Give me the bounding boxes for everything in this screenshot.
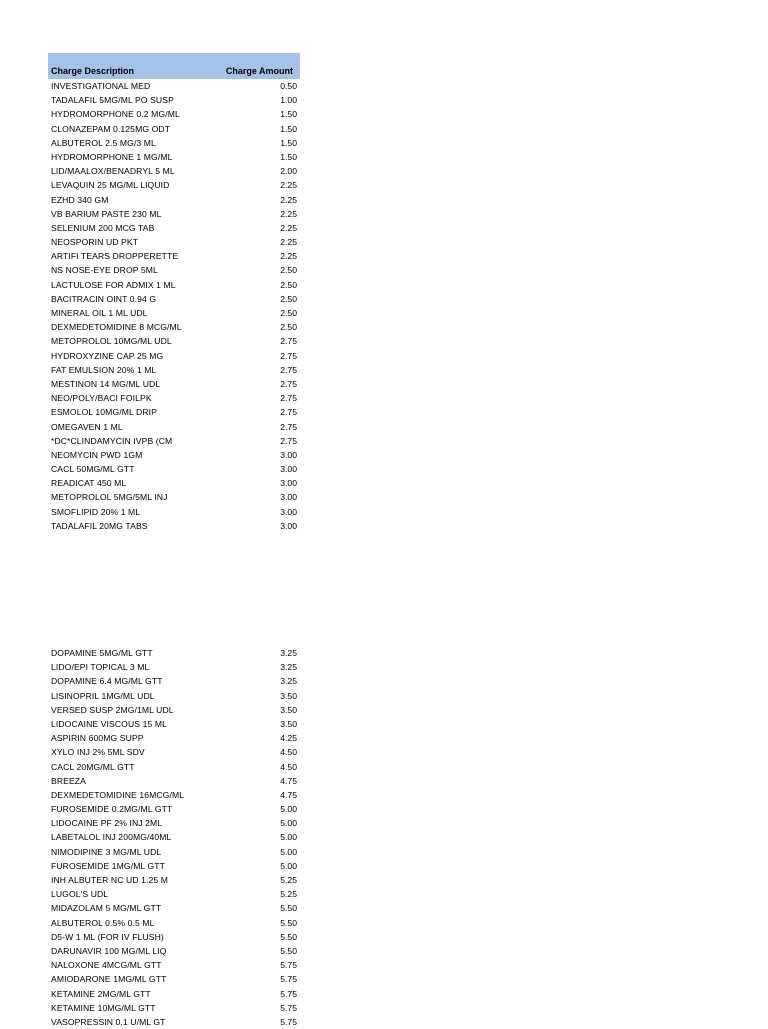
- charge-amount-cell: 2.25: [280, 180, 297, 191]
- charge-description-cell: MINERAL OIL 1 ML UDL: [51, 308, 148, 318]
- table-row: [48, 334, 300, 348]
- charge-description-cell: NIMODIPINE 3 MG/ML UDL: [51, 846, 162, 857]
- charge-amount-cell: 1.00: [280, 95, 297, 106]
- table-row: [48, 221, 300, 235]
- charge-amount-cell: 2.50: [280, 265, 297, 276]
- charge-description-cell: LISINOPRIL 1MG/ML UDL: [51, 690, 155, 701]
- charge-description-cell: METOPROLOL 5MG/5ML INJ: [51, 492, 168, 503]
- charge-description-cell: BACITRACIN OINT 0.94 G: [51, 293, 157, 304]
- charge-description-cell: *DC*CLINDAMYCIN IVPB (CM: [51, 435, 173, 446]
- charge-description-cell: VB BARIUM PASTE 230 ML: [51, 208, 162, 219]
- table-row: [48, 349, 300, 363]
- charge-description-cell: METOPROLOL 10MG/ML UDL: [51, 336, 172, 347]
- table-row: [48, 420, 300, 434]
- table-row: [48, 731, 300, 745]
- charge-description-cell: KETAMINE 10MG/ML GTT: [51, 1002, 156, 1013]
- table-row: [48, 887, 300, 901]
- charge-description-cell: EZHD 340 GM: [51, 194, 109, 205]
- table-row: [48, 1001, 300, 1015]
- charge-amount-cell: 5.25: [280, 875, 297, 885]
- charge-description-cell: NS NOSE-EYE DROP 5ML: [51, 265, 158, 276]
- table-row: [48, 107, 300, 121]
- table-row: [48, 235, 300, 249]
- charge-description-cell: SELENIUM 200 MCG TAB: [51, 222, 155, 233]
- charge-description-cell: READICAT 450 ML: [51, 478, 127, 489]
- charge-description-cell: ARTIFI TEARS DROPPERETTE: [51, 251, 179, 262]
- charge-amount-cell: 3.00: [280, 506, 297, 517]
- table-row: [48, 476, 300, 490]
- table-row: [48, 462, 300, 476]
- charge-description-cell: VERSED SUSP 2MG/1ML UDL: [51, 704, 174, 715]
- charge-description-cell: LEVAQUIN 25 MG/ML LIQUID: [51, 180, 170, 191]
- charge-description-cell: AMIODARONE 1MG/ML GTT: [51, 974, 167, 985]
- table-row: [48, 760, 300, 774]
- charge-description-cell: FUROSEMIDE 0.2MG/ML GTT: [51, 804, 173, 815]
- table-body-top: [48, 79, 300, 533]
- charge-description-cell: LIDOCAINE VISCOUS 15 ML: [51, 718, 167, 729]
- charge-description-cell: MESTINON 14 MG/ML UDL: [51, 378, 161, 389]
- table-row: [48, 278, 300, 292]
- charge-amount-cell: 5.25: [280, 889, 297, 900]
- table-row: [48, 391, 300, 405]
- table-row: [48, 689, 300, 703]
- table-row: [48, 263, 300, 277]
- charge-amount-cell: 3.50: [280, 718, 297, 729]
- charge-table-top: [48, 53, 300, 533]
- table-row: [48, 717, 300, 731]
- charge-amount-cell: 2.75: [280, 378, 297, 389]
- charge-description-cell: HYDROMORPHONE 1 MG/ML: [51, 151, 173, 162]
- table-row: [48, 306, 300, 320]
- table-row: [48, 703, 300, 717]
- charge-description-cell: LIDOCAINE PF 2% INJ 2ML: [51, 818, 163, 829]
- table-row: [48, 363, 300, 377]
- charge-amount-cell: 5.75: [280, 1016, 297, 1027]
- charge-amount-cell: 5.50: [280, 917, 297, 928]
- charge-description-cell: ALBUTEROL 2.5 MG/3 ML: [51, 137, 156, 148]
- charge-amount-cell: 2.25: [280, 194, 297, 205]
- charge-description-cell: NALOXONE 4MCG/ML GTT: [51, 960, 162, 971]
- charge-amount-cell: 2.25: [280, 251, 297, 262]
- charge-description-cell: LID/MAALOX/BENADRYL 5 ML: [51, 166, 175, 177]
- charge-amount-cell: 2.75: [280, 407, 297, 418]
- charge-description-cell: D5-W 1 ML (FOR IV FLUSH): [51, 931, 164, 942]
- charge-description-cell: HYDROXYZINE CAP 25 MG: [51, 350, 164, 361]
- charge-amount-cell: 3.00: [280, 478, 297, 489]
- charge-amount-cell: 5.75: [280, 988, 297, 999]
- charge-description-cell: VASOPRESSIN 0.1 U/ML GT: [51, 1016, 166, 1027]
- header-charge-amount: Charge Amount: [225, 66, 293, 76]
- charge-description-cell: ALBUTEROL 0.5% 0.5 ML: [51, 917, 155, 928]
- charge-amount-cell: 0.50: [280, 81, 297, 91]
- charge-amount-cell: 2.75: [280, 364, 297, 375]
- charge-amount-cell: 2.25: [280, 208, 297, 219]
- table-row: [48, 916, 300, 930]
- charge-description-cell: LACTULOSE FOR ADMIX 1 ML: [51, 279, 176, 290]
- charge-amount-cell: 1.50: [280, 109, 297, 120]
- charge-description-cell: DEXMEDETOMIDINE 8 MCG/ML: [51, 322, 182, 333]
- table-row: [48, 745, 300, 759]
- charge-amount-cell: 2.50: [280, 293, 297, 304]
- table-row: [48, 1015, 300, 1029]
- charge-amount-cell: 4.50: [280, 747, 297, 758]
- charge-amount-cell: 3.00: [280, 464, 297, 475]
- table-row: [48, 816, 300, 830]
- table-row: [48, 972, 300, 986]
- table-row: [48, 958, 300, 972]
- table-row: [48, 930, 300, 944]
- charge-description-cell: DEXMEDETOMIDINE 16MCG/ML: [51, 789, 185, 800]
- table-row: [48, 802, 300, 816]
- table-row: [48, 150, 300, 164]
- charge-amount-cell: 5.75: [280, 974, 297, 985]
- charge-amount-cell: 3.00: [280, 520, 297, 531]
- charge-description-cell: ESMOLOL 10MG/ML DRIP: [51, 407, 157, 418]
- charge-amount-cell: 2.50: [280, 279, 297, 290]
- table-row: [48, 845, 300, 859]
- charge-amount-cell: 4.75: [280, 789, 297, 800]
- charge-amount-cell: 5.00: [280, 860, 297, 871]
- table-row: [48, 788, 300, 802]
- charge-amount-cell: 1.50: [280, 123, 297, 134]
- table-body-bottom: [48, 646, 300, 1029]
- charge-description-cell: CACL 50MG/ML GTT: [51, 464, 135, 475]
- charge-description-cell: INVESTIGATIONAL MED: [51, 81, 151, 91]
- table-row: [48, 164, 300, 178]
- charge-amount-cell: 2.50: [280, 322, 297, 333]
- charge-amount-cell: 2.50: [280, 308, 297, 318]
- table-row: [48, 193, 300, 207]
- charge-amount-cell: 2.75: [280, 393, 297, 404]
- charge-description-cell: DARUNAVIR 100 MG/ML LIQ: [51, 945, 167, 956]
- charge-amount-cell: 5.50: [280, 931, 297, 942]
- charge-description-cell: CLONAZEPAM 0.125MG ODT: [51, 123, 171, 134]
- table-row: [48, 292, 300, 306]
- charge-description-cell: LIDO/EPI TOPICAL 3 ML: [51, 662, 150, 673]
- table-row: [48, 448, 300, 462]
- table-row: [48, 434, 300, 448]
- charge-description-cell: MIDAZOLAM 5 MG/ML GTT: [51, 903, 162, 914]
- charge-amount-cell: 1.50: [280, 151, 297, 162]
- charge-amount-cell: 3.50: [280, 704, 297, 715]
- charge-amount-cell: 3.25: [280, 662, 297, 673]
- charge-description-cell: FAT EMULSION 20% 1 ML: [51, 364, 157, 375]
- charge-description-cell: INH ALBUTER NC UD 1.25 M: [51, 875, 169, 885]
- charge-amount-cell: 3.00: [280, 449, 297, 460]
- table-row: [48, 207, 300, 221]
- charge-description-cell: BREEZA: [51, 775, 86, 786]
- table-row: [48, 901, 300, 915]
- charge-amount-cell: 2.75: [280, 421, 297, 432]
- table-row: [48, 774, 300, 788]
- table-row: [48, 987, 300, 1001]
- charge-amount-cell: 2.75: [280, 350, 297, 361]
- table-row: [48, 136, 300, 150]
- charge-description-cell: FUROSEMIDE 1MG/ML GTT: [51, 860, 165, 871]
- charge-description-cell: NEOSPORIN UD PKT: [51, 237, 139, 248]
- table-row: [48, 93, 300, 107]
- charge-amount-cell: 5.00: [280, 818, 297, 829]
- charge-description-cell: NEOMYCIN PWD 1GM: [51, 449, 143, 460]
- table-row: [48, 405, 300, 419]
- table-row: [48, 377, 300, 391]
- table-row: [48, 178, 300, 192]
- charge-amount-cell: 5.50: [280, 903, 297, 914]
- table-row: [48, 646, 300, 660]
- charge-description-cell: OMEGAVEN 1 ML: [51, 421, 123, 432]
- charge-amount-cell: 5.00: [280, 804, 297, 815]
- table-row: [48, 674, 300, 688]
- charge-description-cell: SMOFLIPID 20% 1 ML: [51, 506, 141, 517]
- charge-amount-cell: 2.25: [280, 237, 297, 248]
- table-row: [48, 79, 300, 93]
- charge-description-cell: NEO/POLY/BACI FOILPK: [51, 393, 152, 404]
- charge-amount-cell: 4.25: [280, 733, 297, 744]
- charge-table-bottom: [48, 646, 300, 1029]
- charge-description-cell: LABETALOL INJ 200MG/40ML: [51, 832, 172, 843]
- header-charge-description: Charge Description: [51, 66, 135, 76]
- charge-description-cell: ASPIRIN 600MG SUPP: [51, 733, 144, 744]
- charge-amount-cell: 5.00: [280, 846, 297, 857]
- table-row: [48, 859, 300, 873]
- table-row: [48, 320, 300, 334]
- table-row: [48, 944, 300, 958]
- charge-amount-cell: 1.50: [280, 137, 297, 148]
- charge-amount-cell: 5.75: [280, 960, 297, 971]
- charge-description-cell: KETAMINE 2MG/ML GTT: [51, 988, 151, 999]
- table-row: [48, 830, 300, 844]
- charge-amount-cell: 2.25: [280, 222, 297, 233]
- table-row: [48, 873, 300, 887]
- charge-amount-cell: 3.25: [280, 676, 297, 687]
- charge-description-cell: TADALAFIL 5MG/ML PO SUSP: [51, 95, 174, 106]
- table-row: [48, 490, 300, 504]
- charge-description-cell: LUGOL'S UDL: [51, 889, 109, 900]
- charge-amount-cell: 2.75: [280, 435, 297, 446]
- charge-amount-cell: 5.75: [280, 1002, 297, 1013]
- table-row: [48, 122, 300, 136]
- charge-amount-cell: 3.50: [280, 690, 297, 701]
- charge-amount-cell: 2.75: [280, 336, 297, 347]
- table-row: [48, 505, 300, 519]
- charge-description-cell: TADALAFIL 20MG TABS: [51, 520, 148, 531]
- charge-description-cell: CACL 20MG/ML GTT: [51, 761, 135, 772]
- charge-amount-cell: 4.75: [280, 775, 297, 786]
- table-row: [48, 660, 300, 674]
- charge-description-cell: DOPAMINE 6.4 MG/ML GTT: [51, 676, 163, 687]
- table-header: [48, 53, 300, 79]
- charge-amount-cell: 2.00: [280, 166, 297, 177]
- charge-amount-cell: 4.50: [280, 761, 297, 772]
- charge-amount-cell: 3.00: [280, 492, 297, 503]
- charge-amount-cell: 5.50: [280, 945, 297, 956]
- table-row: [48, 249, 300, 263]
- charge-description-cell: XYLO INJ 2% 5ML SDV: [51, 747, 145, 758]
- charge-amount-cell: 5.00: [280, 832, 297, 843]
- table-row: [48, 519, 300, 533]
- charge-description-cell: DOPAMINE 5MG/ML GTT: [51, 648, 153, 658]
- charge-amount-cell: 3.25: [280, 648, 297, 658]
- charge-description-cell: HYDROMORPHONE 0.2 MG/ML: [51, 109, 180, 120]
